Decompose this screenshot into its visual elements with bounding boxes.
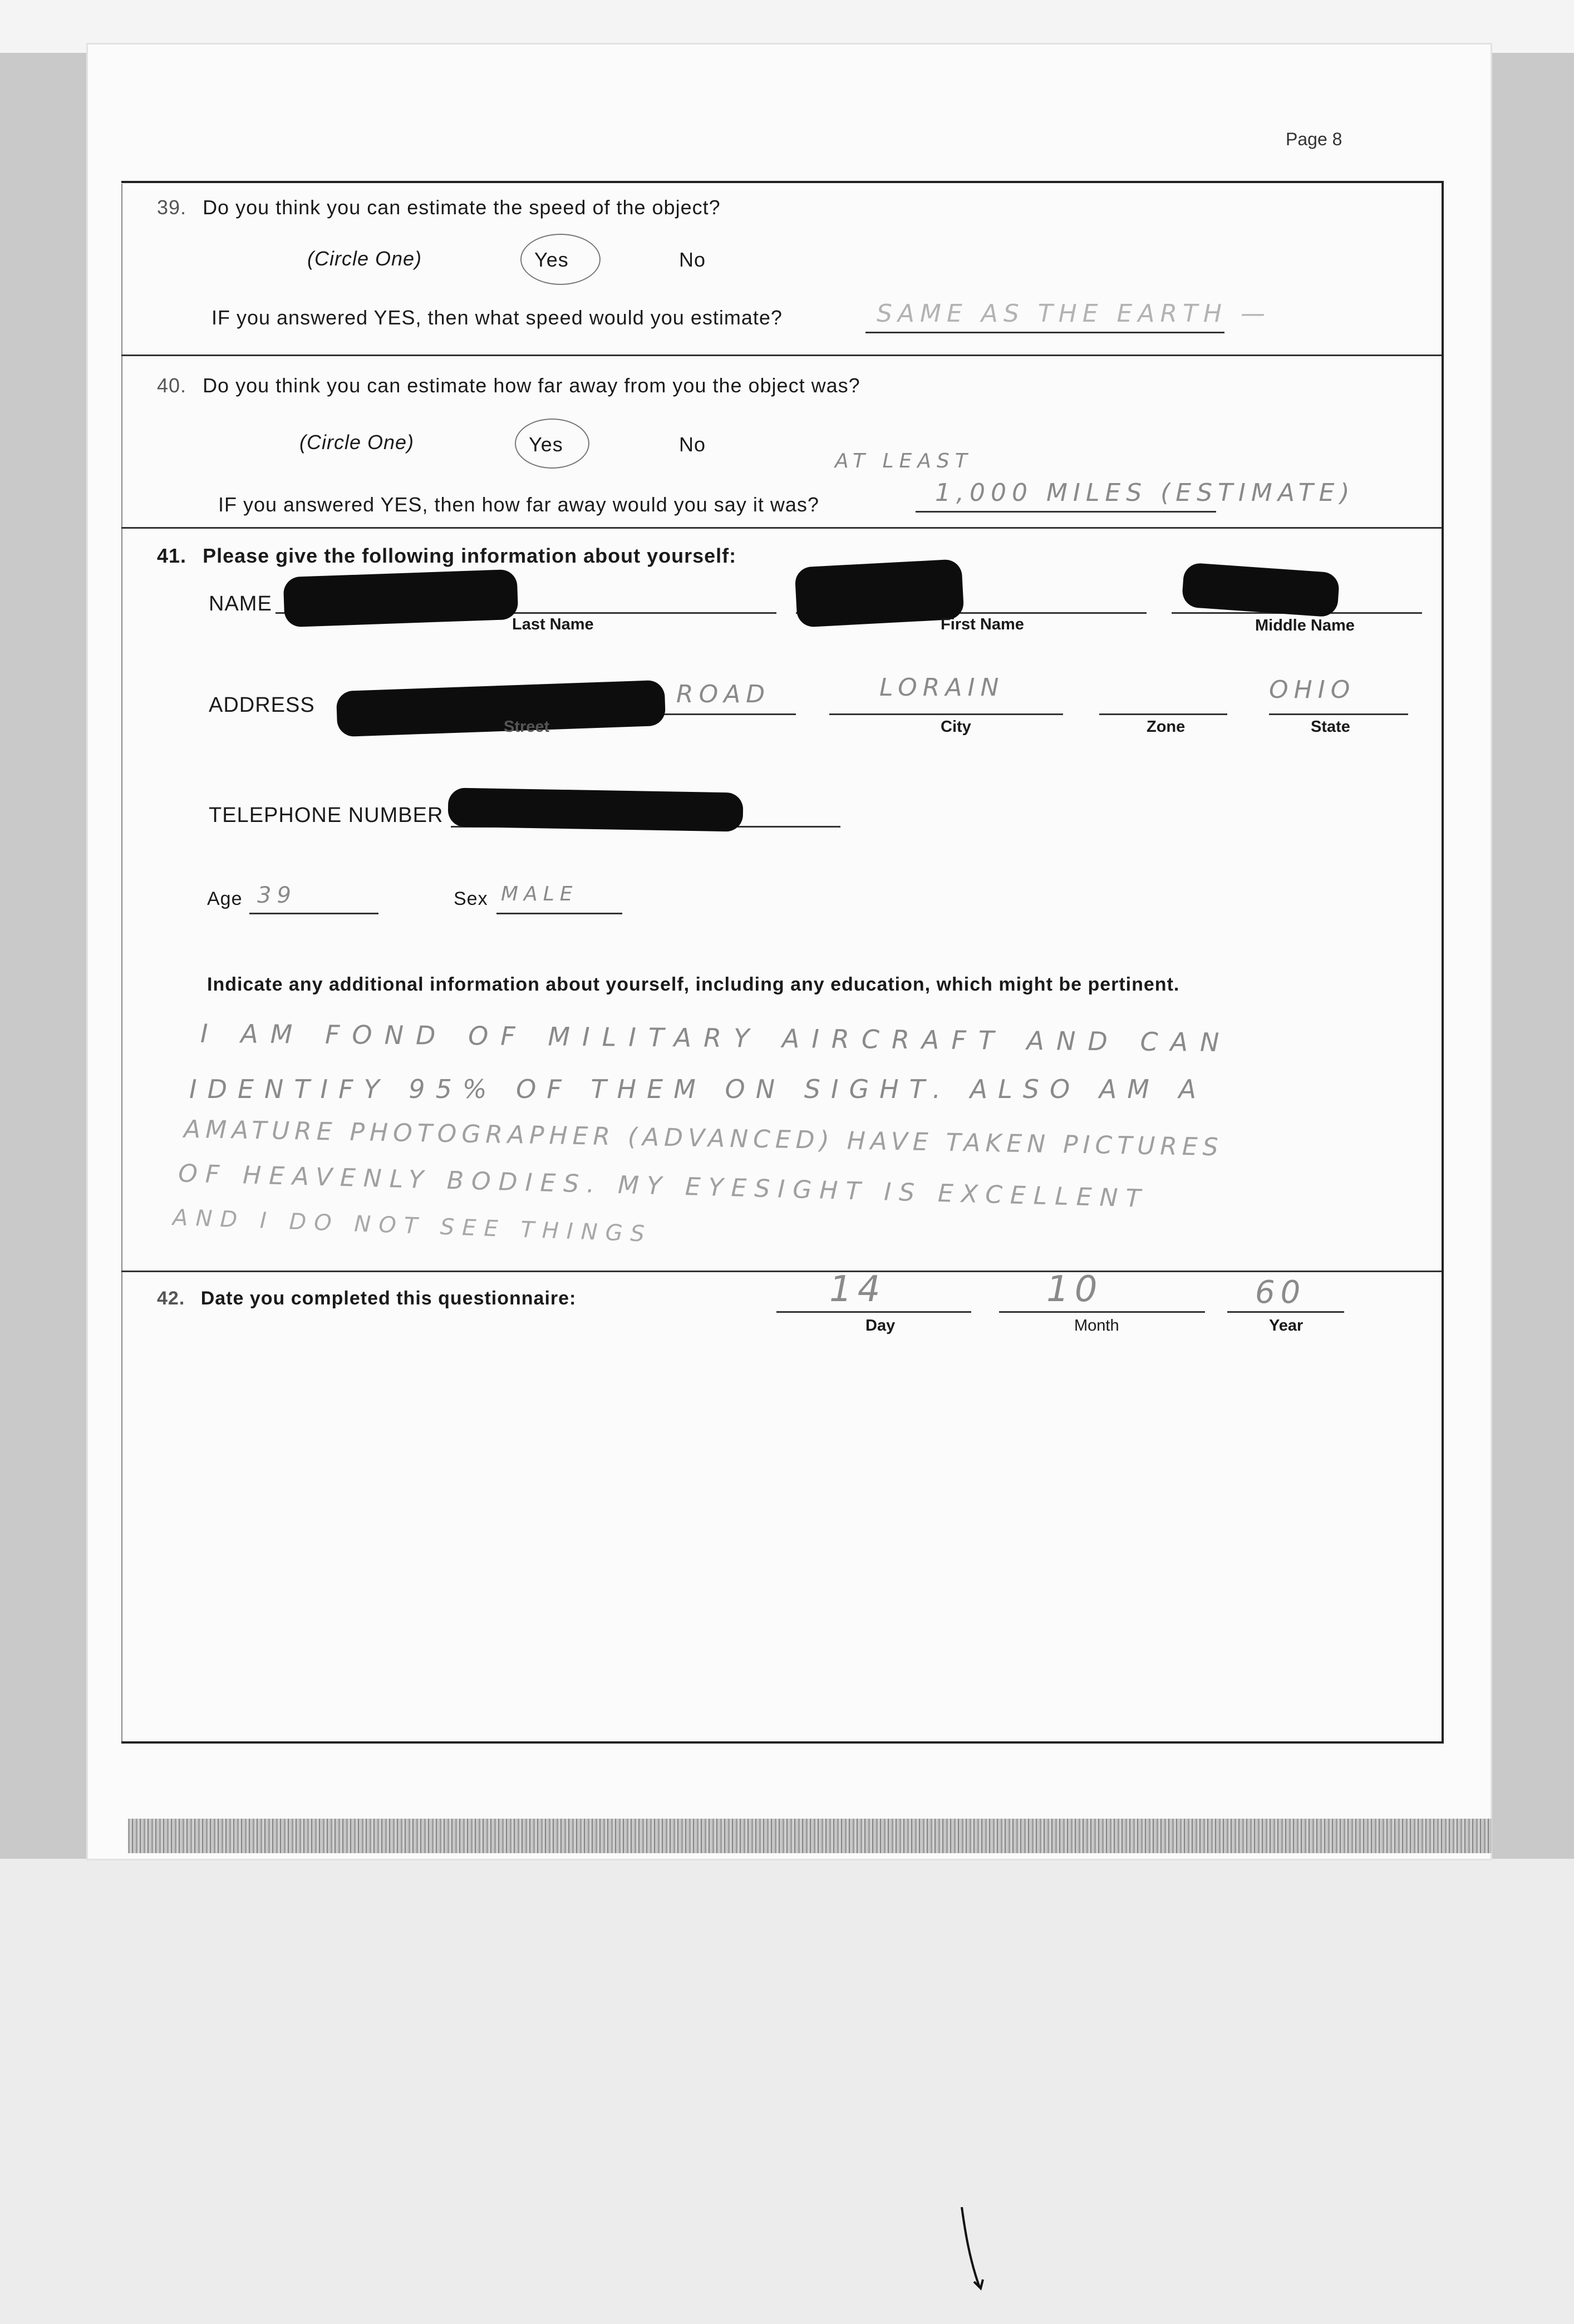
distance-answer[interactable]: 1,000 MILES (ESTIMATE)	[935, 479, 1355, 507]
age-line	[249, 913, 378, 914]
sex-label: Sex	[454, 888, 488, 909]
street-value[interactable]: ROAD	[676, 680, 771, 708]
month-line	[999, 1311, 1205, 1313]
question-number: 40.	[157, 374, 187, 397]
circle-one-label: (Circle One)	[299, 431, 415, 454]
circle-one-label: (Circle One)	[307, 247, 422, 270]
followup-question: IF you answered YES, then how far away would you say it was?	[218, 493, 819, 516]
last-name-caption: Last Name	[512, 616, 594, 633]
day-value[interactable]: 14	[829, 1269, 886, 1310]
zone-caption: Zone	[1147, 718, 1186, 736]
answer-circle	[520, 234, 601, 285]
option-no[interactable]: No	[679, 248, 706, 271]
additional-info-prompt: Indicate any additional information about yourself, including any education, which might be pertinent.	[207, 974, 1180, 995]
additional-info-line-4[interactable]: OF HEAVENLY BODIES. MY EYESIGHT IS EXCELLENT	[178, 1159, 1149, 1213]
age-value[interactable]: 39	[257, 883, 297, 908]
additional-info-line-3[interactable]: AMATURE PHOTOGRAPHER (ADVANCED) HAVE TAKEN PICTURES	[183, 1115, 1224, 1162]
questionnaire-form	[121, 181, 1444, 1744]
zone-line	[1099, 713, 1227, 715]
state-caption: State	[1311, 718, 1350, 736]
option-yes[interactable]: Yes	[534, 248, 569, 271]
followup-question: IF you answered YES, then what speed would you estimate?	[211, 306, 783, 329]
question-number: 41.	[157, 544, 187, 567]
option-no[interactable]: No	[679, 433, 706, 456]
state-value[interactable]: OHIO	[1269, 676, 1356, 704]
day-caption: Day	[865, 1317, 896, 1335]
month-caption: Month	[1074, 1317, 1119, 1335]
middle-name-caption: Middle Name	[1255, 617, 1355, 634]
day-line	[776, 1311, 971, 1313]
answer-line	[865, 332, 1224, 333]
additional-info-line-1[interactable]: I AM FOND OF MILITARY AIRCRAFT AND CAN	[200, 1018, 1232, 1058]
divider-39-40	[121, 354, 1442, 356]
question-41	[157, 544, 736, 568]
state-line	[1269, 713, 1408, 715]
sex-line	[496, 913, 622, 914]
first-name-caption: First Name	[941, 616, 1024, 633]
city-value[interactable]: LORAIN	[879, 673, 1005, 702]
divider-41-42	[121, 1271, 1442, 1272]
answer-circle	[515, 418, 589, 469]
sex-value[interactable]: MALE	[501, 883, 578, 905]
redacted-last-name	[283, 569, 519, 628]
question-number: 39.	[157, 196, 187, 219]
age-label: Age	[207, 888, 243, 909]
question-text: Date you completed this questionnaire:	[200, 1288, 577, 1309]
question-39	[157, 196, 721, 219]
answer-line	[916, 511, 1216, 513]
scan-bottom-background	[0, 1859, 1574, 2324]
additional-info-line-2[interactable]: IDENTIFY 95% OF THEM ON SIGHT. ALSO AM A	[189, 1074, 1207, 1104]
stray-pen-mark	[957, 2204, 991, 2293]
option-yes[interactable]: Yes	[529, 433, 563, 456]
year-value[interactable]: 60	[1255, 1274, 1306, 1311]
telephone-label: TELEPHONE NUMBER	[209, 804, 444, 827]
redacted-first-name	[794, 559, 964, 628]
question-text: Do you think you can estimate the speed of the object?	[203, 196, 721, 219]
question-40	[157, 374, 860, 397]
city-line	[829, 713, 1063, 715]
street-caption: Street	[504, 718, 550, 736]
divider-40-41	[121, 527, 1442, 529]
address-label: ADDRESS	[209, 693, 315, 717]
year-caption: Year	[1269, 1317, 1304, 1335]
redacted-telephone	[447, 787, 743, 831]
question-number: 42.	[157, 1288, 185, 1309]
city-caption: City	[941, 718, 971, 736]
year-line	[1227, 1311, 1344, 1313]
speed-answer[interactable]: SAME AS THE EARTH —	[877, 299, 1271, 328]
question-text: Do you think you can estimate how far away from you the object was?	[203, 374, 860, 397]
question-42	[157, 1288, 576, 1309]
page-number: Page 8	[1286, 129, 1342, 149]
month-value[interactable]: 10	[1046, 1269, 1103, 1310]
question-text: Please give the following information about yourself:	[203, 544, 737, 567]
scan-artifact-band	[128, 1819, 1492, 1853]
additional-info-line-5[interactable]: AND I DO NOT SEE THINGS	[172, 1204, 653, 1248]
distance-answer-prefix: AT LEAST	[835, 450, 973, 472]
name-label: NAME	[209, 592, 272, 616]
